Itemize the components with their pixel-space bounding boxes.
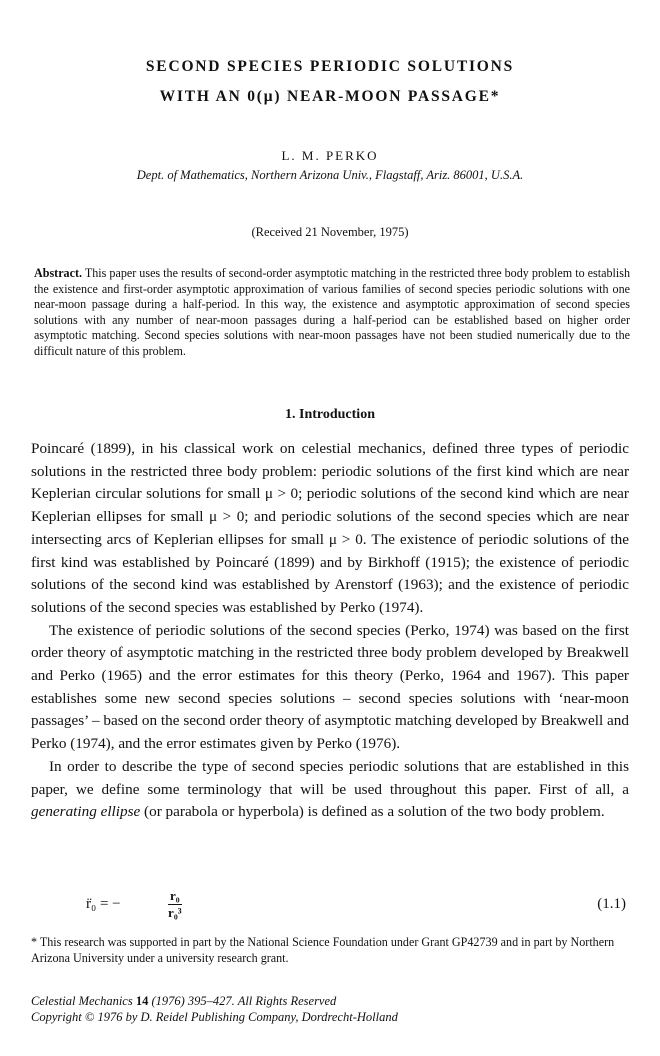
equation-1-1 xyxy=(0,888,660,924)
abstract-text: This paper uses the results of second-order asymptotic matching in the restricted three body problem to establish the existence and first-order asymptotic approximation of various families of second species periodic solutions with one near-moon passage during a half-period. In this way, the existence and asymptotic approximation of second species solutions with any number of near-moon passages during a half-period can be established based on higher order asymptotic matching. Second species solutions with near-moon passages have not been studied numerically due to the difficult nature of this problem. xyxy=(34,266,630,358)
body-text xyxy=(31,438,629,824)
paper-title-line-2: WITH AN 0(μ) NEAR-MOON PASSAGE* xyxy=(159,88,501,105)
equation-fraction xyxy=(168,888,182,921)
author-affiliation: Dept. of Mathematics, Northern Arizona Univ., Flagstaff, Ariz. 86001, U.S.A. xyxy=(136,168,524,182)
equation-number: (1.1) xyxy=(597,896,626,912)
author-name: L. M. PERKO xyxy=(281,148,379,163)
equation-denominator: r₀³ xyxy=(168,905,182,920)
paragraph-2: The existence of periodic solutions of the second species (Perko, 1974) was based on the first order theory of asymptotic matching in the restricted three body problem developed by Breakwell and Perko (1965) and the error estimates for this theory (Perko, 1964 and 1967). This paper establishes some new second species solutions – second species solutions with ‘near-moon passages’ – based on the second order theory of asymptotic matching developed by Breakwell and Perko (1974), and the error estimates given by Perko (1976). xyxy=(31,621,629,753)
abstract xyxy=(34,266,630,360)
paragraph-1: Poincaré (1899), in his classical work on celestial mechanics, defined three types of periodic solutions in the restricted three body problem: periodic solutions of the first kind which are near Keplerian circular solutions for small μ > 0; periodic solutions of the second kind which are near Keplerian ellipses for small μ > 0; and periodic solutions of the second species which are near intersecting arcs of Keplerian ellipses for small μ > 0. The existence of periodic solutions of the first kind was established by Poincaré (1899) and by Birkhoff (1915); the existence of periodic solutions of the second kind was established by Arenstorf (1963); and the existence of periodic solutions of the second species was established by Perko (1974). xyxy=(31,440,629,616)
citation-rest: (1976) 395–427. All Rights Reserved xyxy=(148,994,337,1008)
equation-numerator: r₀ xyxy=(170,888,180,903)
equation-lhs: r̈₀ = − xyxy=(86,896,121,912)
journal-citation xyxy=(31,993,631,1025)
received-date: (Received 21 November, 1975) xyxy=(251,225,409,239)
paragraph-4-after: (or parabola or hyperbola) is defined as a solution of the two body problem. xyxy=(140,803,605,821)
journal-name: Celestial Mechanics xyxy=(31,994,133,1008)
paragraph-3-text: In order to describe the type of second species periodic solutions that are established in this paper, we define some terminology that will be used throughout this paper. xyxy=(31,757,629,798)
copyright-line: Copyright © 1976 by D. Reidel Publishing Company, Dordrecht-Holland xyxy=(31,1010,398,1024)
generating-ellipse-term: generating ellipse xyxy=(31,803,141,821)
paragraph-3 xyxy=(31,756,629,824)
footnote: * This research was supported in part by the National Science Foundation under Grant GP42739 and in part by Northern Arizona University under a university research grant. xyxy=(31,935,615,965)
abstract-label: Abstract. xyxy=(34,266,83,280)
paper-title-line-1: SECOND SPECIES PERIODIC SOLUTIONS xyxy=(145,58,515,75)
paragraph-4-before: First of all, a xyxy=(538,780,629,798)
citation-line-1 xyxy=(31,993,631,1009)
journal-volume: 14 xyxy=(135,994,149,1008)
section-heading: 1. Introduction xyxy=(285,407,375,422)
